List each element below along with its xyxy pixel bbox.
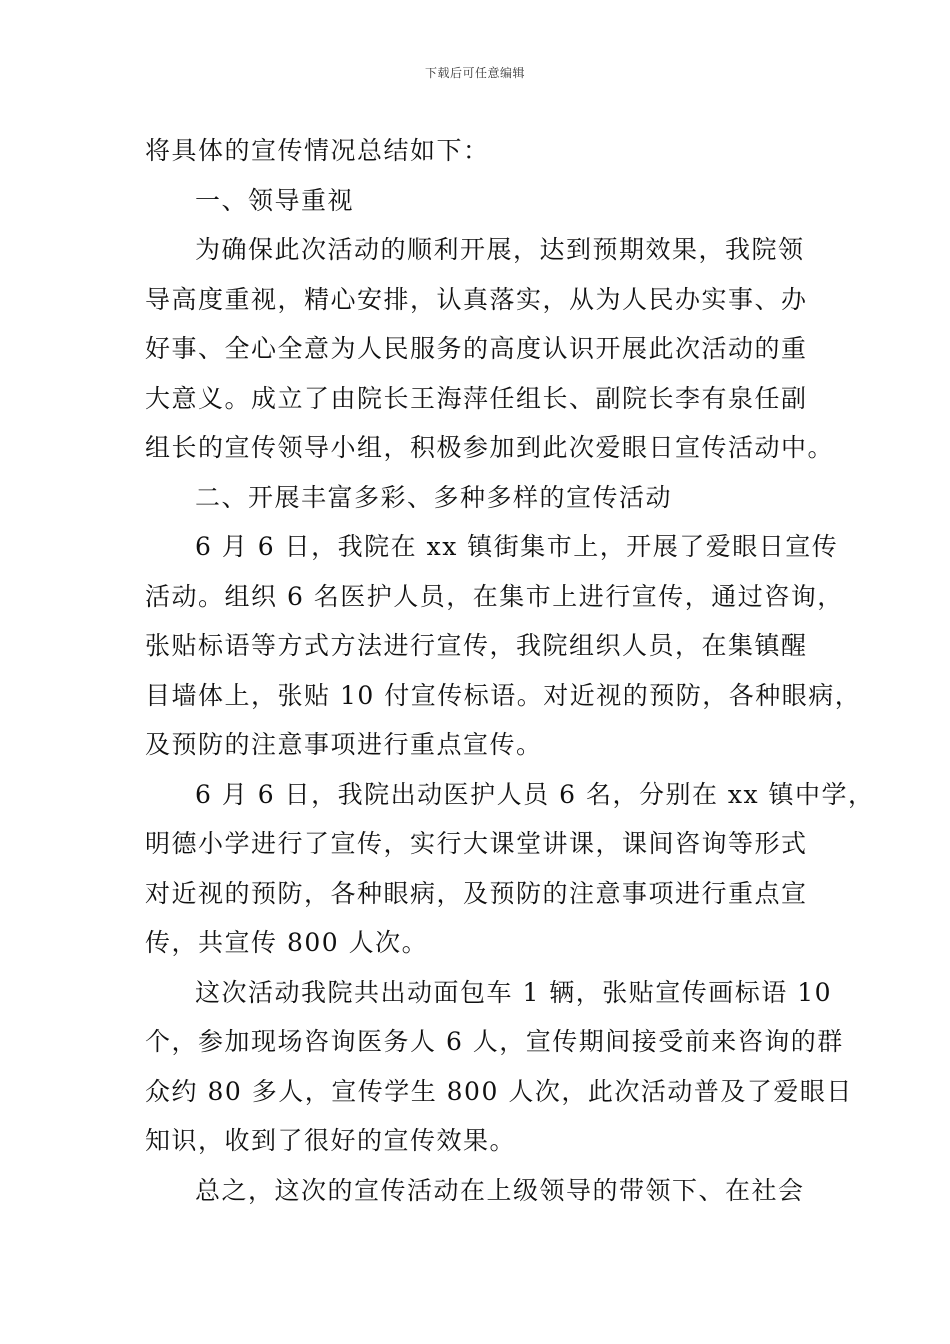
paragraph-line: 传，共宣传 800 人次。 (145, 928, 429, 957)
paragraph-line: 大意义。成立了由院长王海萍任组长、副院长李有泉任副 (145, 383, 808, 413)
document-body (145, 126, 875, 1215)
paragraph-line: 个，参加现场咨询医务人 6 人，宣传期间接受前来咨询的群 (145, 1027, 844, 1056)
paragraph-line: 活动。组织 6 名医护人员，在集市上进行宣传，通过咨询， (145, 581, 844, 611)
paragraph-line: 为确保此次活动的顺利开展，达到预期效果，我院领 (195, 235, 805, 264)
paragraph-line: 目墙体上，张贴 10 付宣传标语。对近视的预防，各种眼病， (145, 680, 862, 710)
paragraph-line: 总之，这次的宣传活动在上级领导的带领下、在社会 (195, 1175, 805, 1205)
paragraph-line: 导高度重视，精心安排，认真落实，从为人民办实事、办 (145, 284, 808, 314)
paragraph-line: 张贴标语等方式方法进行宣传，我院组织人员，在集镇醒 (145, 631, 808, 660)
paragraph-line: 明德小学进行了宣传，实行大课堂讲课，课间咨询等形式 (145, 829, 808, 858)
paragraph-line: 这次活动我院共出动面包车 1 辆，张贴宣传画标语 10 (195, 977, 833, 1007)
section-heading: 一、领导重视 (195, 185, 355, 215)
paragraph-line: 6 月 6 日，我院出动医护人员 6 名，分别在 xx 镇中学， (195, 779, 875, 809)
paragraph-line: 6 月 6 日，我院在 xx 镇街集市上，开展了爱眼日宣传 (195, 532, 839, 561)
paragraph-line: 及预防的注意事项进行重点宣传。 (145, 730, 543, 759)
paragraph-line: 知识，收到了很好的宣传效果。 (145, 1126, 517, 1155)
paragraph-line: 组长的宣传领导小组，积极参加到此次爱眼日宣传活动中。 (145, 433, 835, 462)
paragraph-line: 好事、全心全意为人民服务的高度认识开展此次活动的重 (145, 334, 808, 363)
paragraph-line: 众约 80 多人，宣传学生 800 人次，此次活动普及了爱眼日 (145, 1076, 853, 1106)
section-heading: 二、开展丰富多彩、多种多样的宣传活动 (195, 482, 673, 512)
paragraph-line: 对近视的预防，各种眼病，及预防的注意事项进行重点宣 (145, 878, 808, 908)
paragraph-line: 将具体的宣传情况总结如下： (145, 136, 490, 165)
page-header: 下载后可任意编辑 (424, 66, 525, 80)
